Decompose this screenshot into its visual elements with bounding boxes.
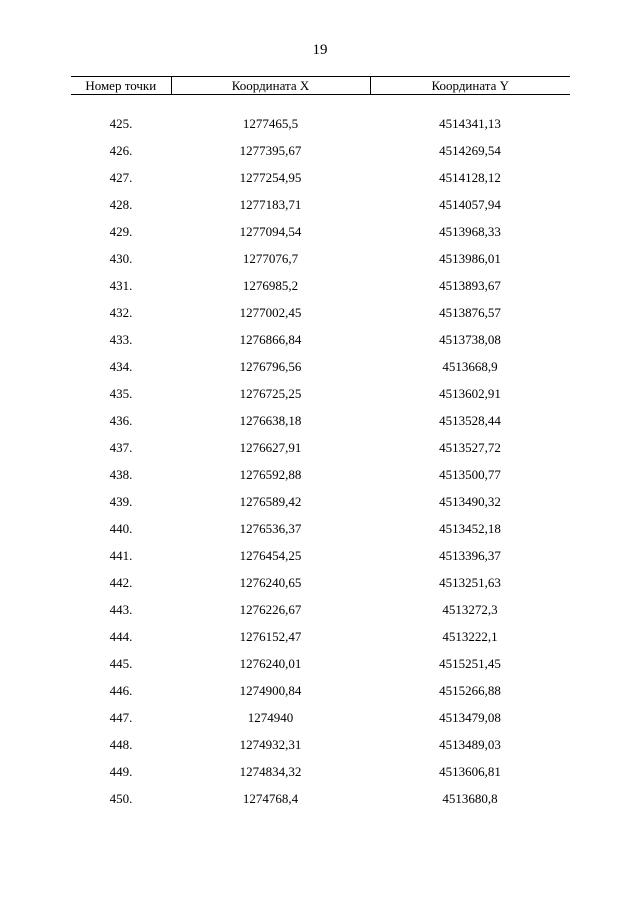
coordinate-x-cell: 1276240,65 [239,575,302,590]
table-row [71,245,570,272]
point-number-cell: 429. [109,224,133,239]
coordinate-y-cell: 4513396,37 [439,548,501,563]
coordinate-x-cell: 1277465,5 [242,116,299,131]
table-spacer-row [71,95,570,111]
coordinate-x-cell: 1274900,84 [239,683,302,698]
table-row [71,677,570,704]
point-number-cell: 436. [109,413,133,428]
coordinate-x-cell: 1276240,01 [239,656,302,671]
table-row [71,380,570,407]
coordinate-y-cell: 4513272,3 [442,602,498,617]
point-number-cell: 447. [109,710,133,725]
table-row [71,326,570,353]
coordinate-y-cell: 4514341,13 [439,116,501,131]
point-number-cell: 445. [109,656,133,671]
coordinate-y-cell: 4513986,01 [439,251,501,266]
coordinate-y-cell: 4513527,72 [439,440,501,455]
header-coordinate-y: Координата Y [370,77,570,95]
coordinate-x-cell: 1274768,4 [242,791,299,806]
header-coordinate-x: Координата X [171,77,370,95]
table-row [71,650,570,677]
table-row [71,461,570,488]
coordinate-y-cell: 4513893,67 [439,278,501,293]
coordinate-x-cell: 1276589,42 [239,494,302,509]
table-row [71,488,570,515]
point-number-cell: 434. [109,359,133,374]
table-row [71,785,570,812]
coordinate-x-cell: 1276985,2 [242,278,299,293]
coordinate-x-cell: 1274932,31 [239,737,302,752]
point-number-cell: 428. [109,197,133,212]
table-row [71,407,570,434]
coordinate-y-cell: 4513738,08 [439,332,501,347]
point-number-cell: 430. [109,251,133,266]
coordinate-y-cell: 4513479,08 [439,710,501,725]
table-row [71,434,570,461]
coordinate-x-cell: 1277094,54 [239,224,302,239]
table-row [71,218,570,245]
coordinate-x-cell: 1277183,71 [239,197,302,212]
point-number-cell: 433. [109,332,133,347]
coordinate-y-cell: 4513876,57 [439,305,501,320]
coordinate-y-cell: 4513452,18 [439,521,501,536]
coordinate-y-cell: 4515251,45 [439,656,501,671]
coordinate-x-cell: 1276725,25 [239,386,302,401]
table-row [71,515,570,542]
table-row [71,353,570,380]
coordinate-y-cell: 4514269,54 [439,143,501,158]
coordinate-x-cell: 1276536,37 [239,521,302,536]
coordinate-y-cell: 4513489,03 [439,737,501,752]
coordinate-x-cell: 1276627,91 [239,440,302,455]
table-row [71,191,570,218]
coordinate-x-cell: 1276866,84 [239,332,302,347]
coordinate-y-cell: 4513222,1 [442,629,498,644]
table-row [71,164,570,191]
table-header-row [71,77,570,95]
table-body [71,95,570,813]
point-number-cell: 426. [109,143,133,158]
coordinate-y-cell: 4514128,12 [439,170,501,185]
coordinate-x-cell: 1276226,67 [239,602,302,617]
coordinate-x-cell: 1277076,7 [242,251,299,266]
table-row [71,704,570,731]
coordinate-x-cell: 1277002,45 [239,305,302,320]
table-row [71,758,570,785]
table-row [71,137,570,164]
coordinate-x-cell: 1274834,32 [239,764,302,779]
point-number-cell: 440. [109,521,133,536]
point-number-cell: 449. [109,764,133,779]
coordinate-y-cell: 4513500,77 [439,467,501,482]
point-number-cell: 425. [109,116,133,131]
point-number-cell: 442. [109,575,133,590]
coordinate-x-cell: 1276796,56 [239,359,302,374]
point-number-cell: 431. [109,278,133,293]
point-number-cell: 427. [109,170,133,185]
coordinate-y-cell: 4513528,44 [439,413,501,428]
table-row [71,623,570,650]
coordinate-x-cell: 1277395,67 [239,143,302,158]
point-number-cell: 446. [109,683,133,698]
point-number-cell: 443. [109,602,133,617]
coordinate-y-cell: 4513680,8 [442,791,498,806]
point-number-cell: 432. [109,305,133,320]
coordinate-y-cell: 4513251,63 [439,575,501,590]
header-point-number: Номер точки [71,77,171,95]
coordinate-y-cell: 4513968,33 [439,224,501,239]
coordinate-y-cell: 4514057,94 [439,197,501,212]
coordinates-table [71,76,570,812]
coordinate-y-cell: 4513490,32 [439,494,501,509]
coordinate-x-cell: 1276592,88 [239,467,302,482]
table-row [71,569,570,596]
table-row [71,299,570,326]
point-number-cell: 438. [109,467,133,482]
point-number-cell: 439. [109,494,133,509]
coordinate-y-cell: 4513602,91 [439,386,501,401]
table-row [71,542,570,569]
point-number-cell: 437. [109,440,133,455]
coordinate-y-cell: 4513668,9 [442,359,498,374]
coordinate-x-cell: 1276454,25 [239,548,302,563]
point-number-cell: 450. [109,791,133,806]
table-row [71,731,570,758]
point-number-cell: 444. [109,629,133,644]
page-number: 19 [312,42,328,58]
table-row [71,596,570,623]
coordinate-x-cell: 1276638,18 [239,413,302,428]
coordinate-x-cell: 1277254,95 [239,170,302,185]
point-number-cell: 441. [109,548,133,563]
coordinate-y-cell: 4513606,81 [439,764,501,779]
table-row [71,110,570,137]
coordinate-x-cell: 1274940 [247,710,294,725]
point-number-cell: 435. [109,386,133,401]
table-row [71,272,570,299]
point-number-cell: 448. [109,737,133,752]
coordinate-y-cell: 4515266,88 [439,683,501,698]
coordinate-x-cell: 1276152,47 [239,629,302,644]
